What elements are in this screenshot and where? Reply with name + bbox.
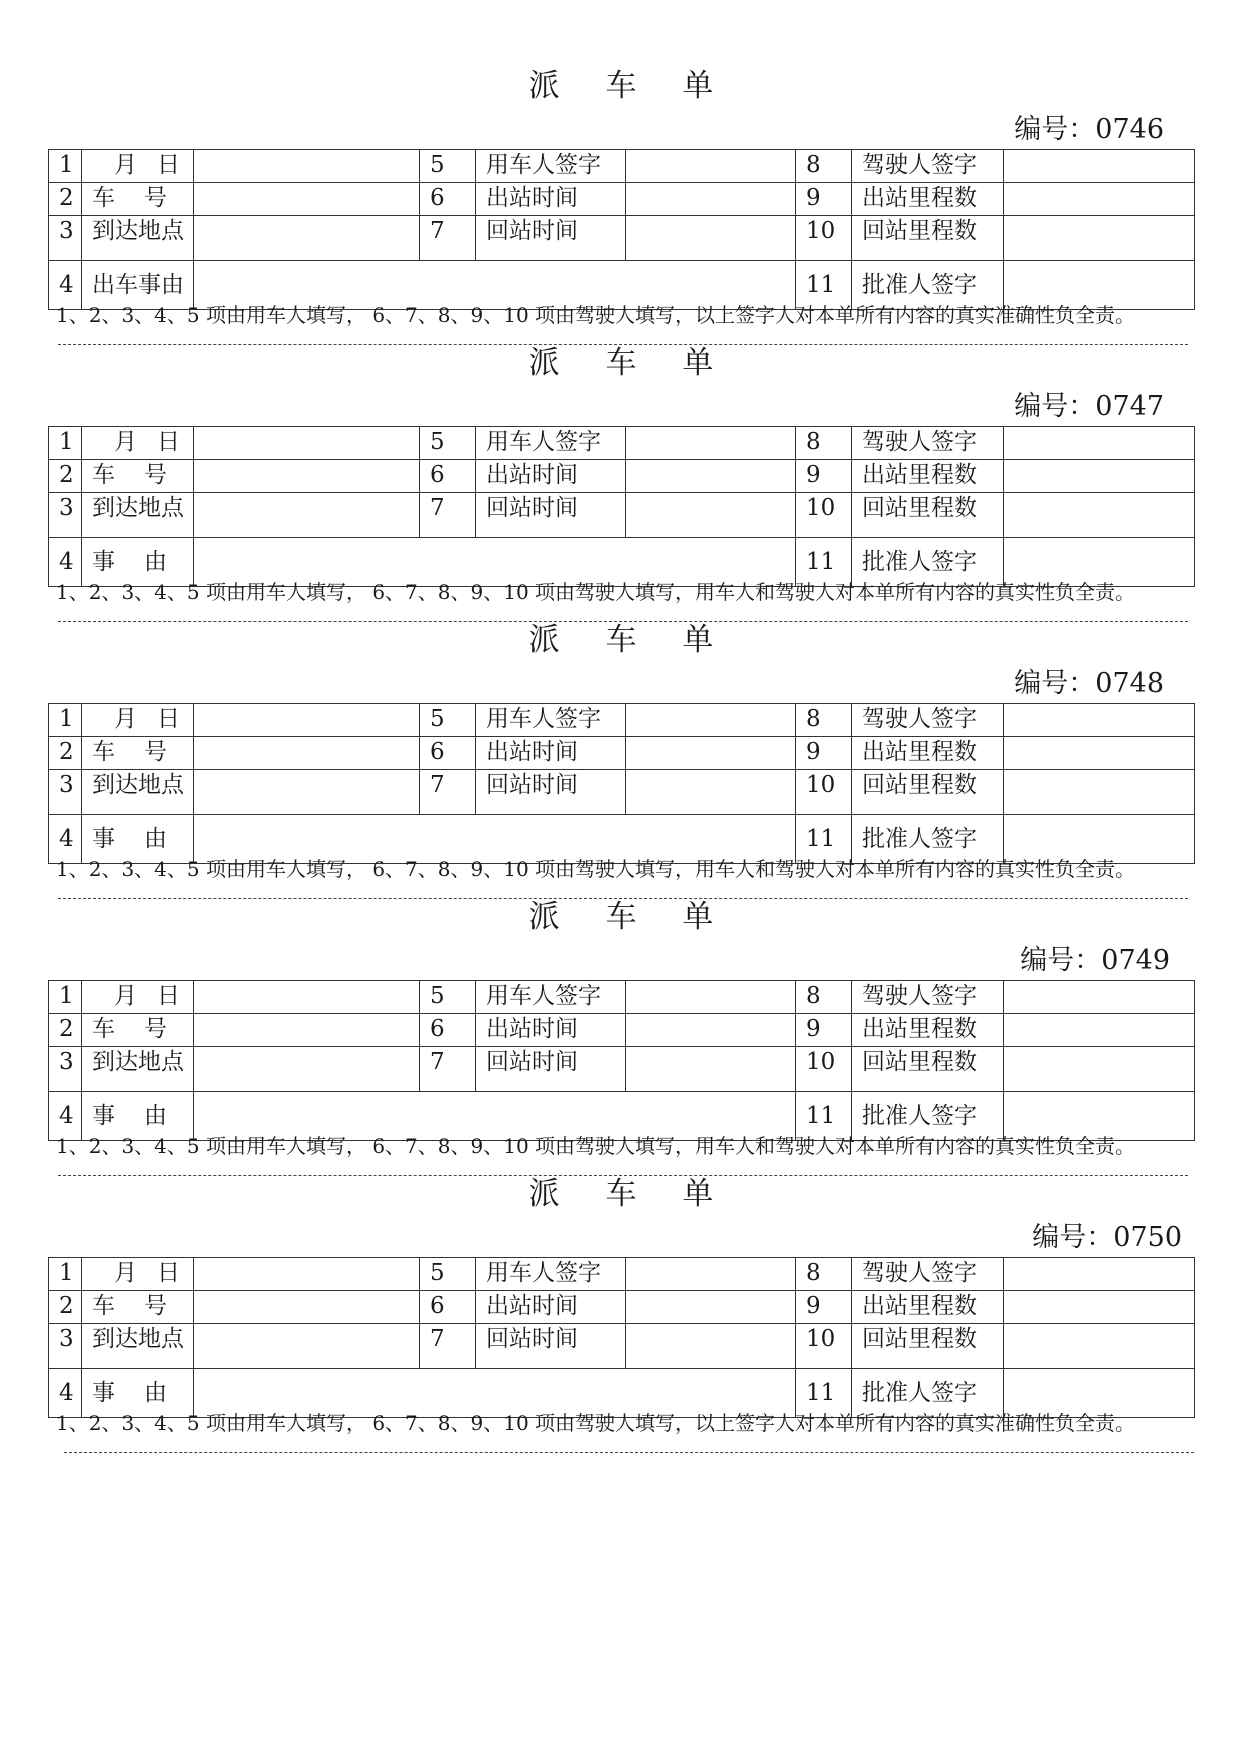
instruction-note: 1、2、3、4、5 项由用车人填写， 6、7、8、9、10 项由驾驶人填写，用车人和驾驶人对本单所有内容的真实性负全责。 xyxy=(56,857,1136,881)
field-label-plate-number xyxy=(82,183,194,216)
field-number: 1 xyxy=(49,1258,82,1291)
field-label-driver-signature: 驾驶人签字 xyxy=(852,981,1004,1014)
field-label-departure-mileage: 出站里程数 xyxy=(852,737,1004,770)
slip-title xyxy=(48,345,1194,381)
field-number: 4 xyxy=(49,1092,82,1141)
departure-time-cell[interactable] xyxy=(626,183,796,216)
title-char: 派 xyxy=(528,345,560,381)
title-char: 车 xyxy=(605,1176,637,1212)
serial-label: 编号： xyxy=(1014,114,1096,145)
field-number: 10 xyxy=(796,770,852,815)
label-char: 事 xyxy=(92,1103,115,1129)
field-number: 2 xyxy=(49,183,82,216)
label-char: 号 xyxy=(144,739,167,765)
field-number: 5 xyxy=(420,981,476,1014)
dispatch-form-table xyxy=(48,149,1195,310)
return-mileage-cell[interactable] xyxy=(1004,216,1195,261)
label-char: 号 xyxy=(144,1293,167,1319)
label-char: 由 xyxy=(144,549,167,575)
field-label-requester-signature: 用车人签字 xyxy=(476,704,626,737)
return-time-cell[interactable] xyxy=(626,770,796,815)
field-label-plate-number xyxy=(82,1291,194,1324)
field-number: 8 xyxy=(796,1258,852,1291)
serial-number xyxy=(1014,391,1164,423)
slip-title xyxy=(48,68,1194,104)
field-label-return-time: 回站时间 xyxy=(476,216,626,261)
label-char: 日 xyxy=(157,983,180,1009)
field-number: 1 xyxy=(49,704,82,737)
field-number: 2 xyxy=(49,1291,82,1324)
label-char: 月 xyxy=(114,706,137,732)
field-label-departure-time: 出站时间 xyxy=(476,1014,626,1047)
label-char: 月 xyxy=(114,1260,137,1286)
departure-mileage-cell[interactable] xyxy=(1004,183,1195,216)
instruction-note: 1、2、3、4、5 项由用车人填写， 6、7、8、9、10 项由驾驶人填写，用车人和驾驶人对本单所有内容的真实性负全责。 xyxy=(56,1134,1136,1158)
field-label-plate-number xyxy=(82,1014,194,1047)
field-label-departure-time: 出站时间 xyxy=(476,737,626,770)
label-char: 事 xyxy=(92,826,115,852)
field-number: 9 xyxy=(796,737,852,770)
field-number: 7 xyxy=(420,1047,476,1092)
serial-value: 0746 xyxy=(1095,114,1164,145)
title-char: 车 xyxy=(605,899,637,935)
dispatch-form-table xyxy=(48,703,1195,864)
departure-mileage-cell[interactable] xyxy=(1004,1014,1195,1047)
slip-title xyxy=(48,1176,1194,1212)
field-label-departure-time: 出站时间 xyxy=(476,183,626,216)
departure-mileage-cell[interactable] xyxy=(1004,1291,1195,1324)
field-number: 7 xyxy=(420,770,476,815)
title-char: 单 xyxy=(682,622,714,658)
field-label-driver-signature: 驾驶人签字 xyxy=(852,427,1004,460)
field-label-approver-signature: 批准人签字 xyxy=(852,261,1004,310)
field-label-requester-signature: 用车人签字 xyxy=(476,981,626,1014)
field-number: 4 xyxy=(49,815,82,864)
field-number: 5 xyxy=(420,427,476,460)
return-mileage-cell[interactable] xyxy=(1004,493,1195,538)
field-label-approver-signature: 批准人签字 xyxy=(852,1092,1004,1141)
serial-label: 编号： xyxy=(1032,1222,1114,1253)
field-number: 11 xyxy=(796,815,852,864)
field-label-destination: 到达地点 xyxy=(82,493,194,538)
field-label-departure-mileage: 出站里程数 xyxy=(852,460,1004,493)
field-number: 11 xyxy=(796,538,852,587)
label-char: 事 xyxy=(92,549,115,575)
field-number: 9 xyxy=(796,1014,852,1047)
field-label-date xyxy=(82,1258,194,1291)
return-mileage-cell[interactable] xyxy=(1004,1047,1195,1092)
dispatch-form-table xyxy=(48,1257,1195,1418)
serial-number xyxy=(1032,1222,1182,1254)
label-char: 日 xyxy=(157,152,180,178)
departure-time-cell[interactable] xyxy=(626,1014,796,1047)
label-char: 车 xyxy=(92,185,115,211)
title-char: 单 xyxy=(682,1176,714,1212)
field-label-departure-mileage: 出站里程数 xyxy=(852,183,1004,216)
field-label-date xyxy=(82,981,194,1014)
label-char: 日 xyxy=(157,1260,180,1286)
plate-number-cell[interactable] xyxy=(194,1014,420,1047)
field-label-plate-number xyxy=(82,460,194,493)
field-number: 10 xyxy=(796,216,852,261)
dispatch-slip xyxy=(48,1154,1194,1466)
departure-mileage-cell[interactable] xyxy=(1004,460,1195,493)
field-number: 10 xyxy=(796,1324,852,1369)
departure-mileage-cell[interactable] xyxy=(1004,737,1195,770)
field-number: 11 xyxy=(796,1369,852,1418)
field-number: 2 xyxy=(49,737,82,770)
field-label-driver-signature: 驾驶人签字 xyxy=(852,150,1004,183)
return-mileage-cell[interactable] xyxy=(1004,770,1195,815)
field-number: 2 xyxy=(49,1014,82,1047)
plate-number-cell[interactable] xyxy=(194,1291,420,1324)
field-label-destination: 到达地点 xyxy=(82,1047,194,1092)
return-mileage-cell[interactable] xyxy=(1004,1324,1195,1369)
field-number: 3 xyxy=(49,216,82,261)
title-char: 单 xyxy=(682,68,714,104)
label-char: 月 xyxy=(114,429,137,455)
label-char: 车 xyxy=(92,739,115,765)
label-char: 号 xyxy=(144,1016,167,1042)
date-input-cell[interactable] xyxy=(194,150,420,183)
destination-cell[interactable] xyxy=(194,1324,420,1369)
departure-time-cell[interactable] xyxy=(626,737,796,770)
requester-signature-cell[interactable] xyxy=(626,704,796,737)
field-number: 5 xyxy=(420,1258,476,1291)
field-number: 4 xyxy=(49,1369,82,1418)
field-label-requester-signature: 用车人签字 xyxy=(476,1258,626,1291)
label-char: 号 xyxy=(144,462,167,488)
label-char: 车 xyxy=(92,1016,115,1042)
field-number: 1 xyxy=(49,150,82,183)
driver-signature-cell[interactable] xyxy=(1004,150,1195,183)
plate-number-cell[interactable] xyxy=(194,460,420,493)
requester-signature-cell[interactable] xyxy=(626,1258,796,1291)
instruction-note: 1、2、3、4、5 项由用车人填写， 6、7、8、9、10 项由驾驶人填写，以上签字人对本单所有内容的真实准确性负全责。 xyxy=(56,303,1136,327)
dispatch-slip xyxy=(48,877,1194,1189)
field-number: 8 xyxy=(796,150,852,183)
slip-title xyxy=(48,899,1194,935)
field-label-destination: 到达地点 xyxy=(82,770,194,815)
field-label-date xyxy=(82,150,194,183)
title-char: 单 xyxy=(682,345,714,381)
field-label-driver-signature: 驾驶人签字 xyxy=(852,1258,1004,1291)
field-label-departure-mileage: 出站里程数 xyxy=(852,1291,1004,1324)
dispatch-slip xyxy=(48,46,1194,358)
requester-signature-cell[interactable] xyxy=(626,981,796,1014)
field-label-requester-signature: 用车人签字 xyxy=(476,427,626,460)
field-number: 6 xyxy=(420,737,476,770)
dispatch-form-table xyxy=(48,426,1195,587)
slip-title xyxy=(48,622,1194,658)
field-label-driver-signature: 驾驶人签字 xyxy=(852,704,1004,737)
field-number: 8 xyxy=(796,704,852,737)
title-char: 单 xyxy=(682,899,714,935)
instruction-note: 1、2、3、4、5 项由用车人填写， 6、7、8、9、10 项由驾驶人填写，以上签字人对本单所有内容的真实准确性负全责。 xyxy=(56,1411,1136,1435)
title-char: 派 xyxy=(528,622,560,658)
title-char: 派 xyxy=(528,1176,560,1212)
field-number: 3 xyxy=(49,1047,82,1092)
field-number: 11 xyxy=(796,261,852,310)
field-label-departure-time: 出站时间 xyxy=(476,1291,626,1324)
field-number: 2 xyxy=(49,460,82,493)
field-label-approver-signature: 批准人签字 xyxy=(852,815,1004,864)
title-char: 车 xyxy=(605,345,637,381)
field-label-return-mileage: 回站里程数 xyxy=(852,770,1004,815)
driver-signature-cell[interactable] xyxy=(1004,704,1195,737)
field-number: 11 xyxy=(796,1092,852,1141)
requester-signature-cell[interactable] xyxy=(626,150,796,183)
destination-cell[interactable] xyxy=(194,770,420,815)
field-number: 7 xyxy=(420,216,476,261)
field-label-destination: 到达地点 xyxy=(82,1324,194,1369)
field-number: 6 xyxy=(420,183,476,216)
driver-signature-cell[interactable] xyxy=(1004,427,1195,460)
title-char: 派 xyxy=(528,68,560,104)
field-number: 6 xyxy=(420,460,476,493)
serial-label: 编号： xyxy=(1014,391,1096,422)
field-label-date xyxy=(82,704,194,737)
date-input-cell[interactable] xyxy=(194,704,420,737)
serial-value: 0749 xyxy=(1101,945,1170,976)
destination-cell[interactable] xyxy=(194,1047,420,1092)
return-time-cell[interactable] xyxy=(626,493,796,538)
label-char: 车 xyxy=(92,1293,115,1319)
field-label-return-time: 回站时间 xyxy=(476,1324,626,1369)
serial-value: 0750 xyxy=(1113,1222,1182,1253)
label-char: 由 xyxy=(144,1103,167,1129)
field-label-requester-signature: 用车人签字 xyxy=(476,150,626,183)
field-number: 9 xyxy=(796,460,852,493)
field-label-approver-signature: 批准人签字 xyxy=(852,538,1004,587)
field-number: 10 xyxy=(796,493,852,538)
field-label-approver-signature: 批准人签字 xyxy=(852,1369,1004,1418)
label-char: 日 xyxy=(157,706,180,732)
label-char: 由 xyxy=(144,826,167,852)
field-label-return-time: 回站时间 xyxy=(476,770,626,815)
date-input-cell[interactable] xyxy=(194,427,420,460)
date-input-cell[interactable] xyxy=(194,981,420,1014)
serial-value: 0747 xyxy=(1095,391,1164,422)
field-number: 1 xyxy=(49,981,82,1014)
driver-signature-cell[interactable] xyxy=(1004,1258,1195,1291)
destination-cell[interactable] xyxy=(194,493,420,538)
serial-number xyxy=(1020,945,1170,977)
destination-cell[interactable] xyxy=(194,216,420,261)
date-input-cell[interactable] xyxy=(194,1258,420,1291)
label-char: 月 xyxy=(114,152,137,178)
field-label-return-time: 回站时间 xyxy=(476,1047,626,1092)
field-label-departure-mileage: 出站里程数 xyxy=(852,1014,1004,1047)
requester-signature-cell[interactable] xyxy=(626,427,796,460)
field-number: 7 xyxy=(420,493,476,538)
field-label-destination: 到达地点 xyxy=(82,216,194,261)
departure-time-cell[interactable] xyxy=(626,1291,796,1324)
label-char: 事 xyxy=(92,1380,115,1406)
field-number: 3 xyxy=(49,770,82,815)
field-label-return-mileage: 回站里程数 xyxy=(852,493,1004,538)
field-label-plate-number xyxy=(82,737,194,770)
dispatch-slip xyxy=(48,323,1194,635)
title-char: 车 xyxy=(605,622,637,658)
field-label-return-time: 回站时间 xyxy=(476,493,626,538)
field-number: 1 xyxy=(49,427,82,460)
return-time-cell[interactable] xyxy=(626,216,796,261)
dispatch-form-table xyxy=(48,980,1195,1141)
serial-number xyxy=(1014,668,1164,700)
field-number: 9 xyxy=(796,183,852,216)
departure-time-cell[interactable] xyxy=(626,460,796,493)
plate-number-cell[interactable] xyxy=(194,737,420,770)
serial-label: 编号： xyxy=(1014,668,1096,699)
field-label-return-mileage: 回站里程数 xyxy=(852,1047,1004,1092)
field-number: 9 xyxy=(796,1291,852,1324)
field-number: 4 xyxy=(49,261,82,310)
label-char: 日 xyxy=(157,429,180,455)
return-time-cell[interactable] xyxy=(626,1324,796,1369)
field-label-departure-time: 出站时间 xyxy=(476,460,626,493)
cut-line xyxy=(64,1452,1194,1453)
serial-number xyxy=(1014,114,1164,146)
field-number: 4 xyxy=(49,538,82,587)
instruction-note: 1、2、3、4、5 项由用车人填写， 6、7、8、9、10 项由驾驶人填写，用车人和驾驶人对本单所有内容的真实性负全责。 xyxy=(56,580,1136,604)
title-char: 派 xyxy=(528,899,560,935)
field-number: 6 xyxy=(420,1014,476,1047)
field-label-date xyxy=(82,427,194,460)
field-number: 5 xyxy=(420,704,476,737)
field-label-return-mileage: 回站里程数 xyxy=(852,216,1004,261)
title-char: 车 xyxy=(605,68,637,104)
serial-value: 0748 xyxy=(1095,668,1164,699)
driver-signature-cell[interactable] xyxy=(1004,981,1195,1014)
label-char: 车 xyxy=(92,462,115,488)
field-number: 8 xyxy=(796,427,852,460)
field-number: 3 xyxy=(49,1324,82,1369)
dispatch-slip xyxy=(48,600,1194,912)
plate-number-cell[interactable] xyxy=(194,183,420,216)
field-number: 5 xyxy=(420,150,476,183)
label-char: 由 xyxy=(144,1380,167,1406)
field-number: 8 xyxy=(796,981,852,1014)
field-number: 3 xyxy=(49,493,82,538)
field-label-return-mileage: 回站里程数 xyxy=(852,1324,1004,1369)
label-char: 月 xyxy=(114,983,137,1009)
label-char: 号 xyxy=(144,185,167,211)
field-label-reason: 出车事由 xyxy=(82,261,194,310)
field-number: 7 xyxy=(420,1324,476,1369)
return-time-cell[interactable] xyxy=(626,1047,796,1092)
field-number: 6 xyxy=(420,1291,476,1324)
serial-label: 编号： xyxy=(1020,945,1102,976)
field-number: 10 xyxy=(796,1047,852,1092)
